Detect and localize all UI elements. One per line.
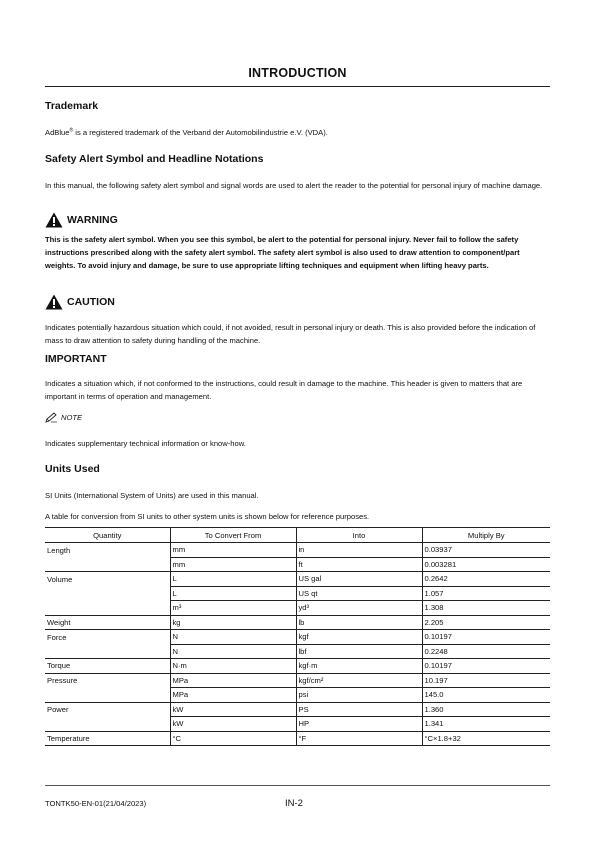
warning-label: WARNING [67, 214, 118, 226]
table-cell-into: lb [296, 615, 422, 630]
units-heading: Units Used [45, 463, 100, 475]
footer-doc-id: TONTK50-EN-01(21/04/2023) [45, 799, 147, 808]
table-cell-from: N [170, 630, 296, 645]
table-cell-quantity: Power [47, 705, 69, 714]
table-cell-from: mm [170, 543, 296, 558]
table-cell-into: kgf [296, 630, 422, 645]
footer-page-number: IN-2 [285, 798, 303, 809]
table-cell-quantity: Force [47, 632, 67, 642]
table-cell-quantity [45, 557, 170, 572]
warning-text: This is the safety alert symbol. When you see this symbol, be alert to the potential for personal injury. Never fail to follow the safety instructions prescribed along with the safety alert symbol. The safety alert symbol is also used to draw attention to component/part weights. To avoid injury and damage, be sure to use appropriate lifting techniques and equipment when lifting heavy parts. [45, 235, 520, 270]
note-label: NOTE [61, 413, 83, 422]
table-row [45, 688, 550, 703]
table-cell-factor: 0.10197 [422, 659, 550, 674]
table-cell-into: psi [296, 688, 422, 703]
table-row [45, 731, 550, 746]
table-cell-quantity [45, 644, 170, 659]
table-cell-factor: 0.2248 [422, 644, 550, 659]
pencil-icon [45, 412, 58, 423]
table-body [45, 543, 550, 746]
table-row [45, 601, 550, 616]
table-cell-factor: 0.003281 [422, 557, 550, 572]
table-cell-factor: 1.341 [422, 717, 550, 732]
table-cell-factor: 1.360 [422, 702, 550, 717]
unit-conversion-table [45, 527, 550, 746]
trademark-heading: Trademark [45, 100, 99, 112]
column-header: To Convert From [170, 528, 296, 543]
alert-triangle-icon [45, 212, 63, 228]
table-cell-from: m³ [170, 601, 296, 616]
table-cell-factor: 2.205 [422, 615, 550, 630]
table-cell-into: PS [296, 702, 422, 717]
caution-signal [45, 294, 115, 310]
table-cell-from: mm [170, 557, 296, 572]
table-cell-quantity: Volume [47, 574, 73, 584]
table-row [45, 659, 550, 674]
table-cell-quantity: Weight [45, 615, 170, 630]
table-cell-into: in [296, 543, 422, 558]
table-row [45, 717, 550, 732]
table-cell-into: US qt [296, 586, 422, 601]
table-row [45, 630, 550, 645]
important-text: Indicates a situation which, if not conformed to the instructions, could result in damage to the machine. This header is given to matters that are important in terms of operation and management. [45, 379, 523, 401]
table-row [45, 615, 550, 630]
table-cell-from: N [170, 644, 296, 659]
table-cell-quantity: Length [47, 545, 71, 555]
table-cell-into: ft [296, 557, 422, 572]
column-header: Multiply By [422, 528, 550, 543]
table-cell-quantity [45, 688, 170, 703]
table-cell-from: L [170, 572, 296, 587]
footer-rule [45, 785, 550, 786]
table-cell-factor: °C×1.8+32 [422, 731, 550, 746]
table-cell-into: lbf [296, 644, 422, 659]
table-cell-from: L [170, 586, 296, 601]
table-cell-quantity [45, 586, 170, 601]
table-cell-factor: 1.057 [422, 586, 550, 601]
table-cell-into: kgf·m [296, 659, 422, 674]
table-cell-quantity [45, 601, 170, 616]
caution-label: CAUTION [67, 296, 115, 308]
table-row [45, 644, 550, 659]
units-text-si: SI Units (International System of Units) are used in this manual. [45, 491, 259, 500]
trademark-rest: is a registered trademark of the Verband der Automobilindustrie e.V. (VDA). [73, 128, 328, 137]
important-heading: IMPORTANT [45, 353, 107, 365]
table-header-row [45, 528, 550, 543]
table-cell-quantity: Pressure [47, 676, 78, 685]
table-cell-quantity: Torque [45, 659, 170, 674]
table-cell-factor: 0.03937 [422, 543, 550, 558]
table-cell-factor: 0.10197 [422, 630, 550, 645]
table-cell-factor: 10.197 [422, 673, 550, 688]
table-cell-factor: 1.308 [422, 601, 550, 616]
caution-text: Indicates potentially hazardous situation which could, if not avoided, result in personal injury or death. This is also provided before the indication of mass to draw attention to safety during handling of the machine. [45, 323, 536, 345]
safety-text: In this manual, the following safety alert symbol and signal words are used to alert the reader to the potential for personal injury of machine damage. [45, 181, 543, 190]
table-cell-into: yd³ [296, 601, 422, 616]
table-row [45, 702, 550, 717]
table-cell-into: °F [296, 731, 422, 746]
table-cell-from: kW [170, 702, 296, 717]
alert-triangle-icon [45, 294, 63, 310]
table-cell-from: MPa [170, 673, 296, 688]
table-row [45, 557, 550, 572]
note-signal [45, 412, 82, 423]
table-cell-from: MPa [170, 688, 296, 703]
page-title: INTRODUCTION [248, 66, 347, 80]
table-row [45, 586, 550, 601]
table-cell-from: °C [170, 731, 296, 746]
warning-signal [45, 212, 118, 228]
table-row [45, 543, 550, 558]
table-cell-quantity [45, 717, 170, 732]
trademark-brand: AdBlue [45, 128, 70, 137]
table-cell-factor: 0.2642 [422, 572, 550, 587]
table-cell-into: kgf/cm² [296, 673, 422, 688]
table-row [45, 673, 550, 688]
note-text: Indicates supplementary technical information or know-how. [45, 439, 246, 448]
column-header: Quantity [45, 528, 170, 543]
table-cell-from: kW [170, 717, 296, 732]
table-cell-factor: 145.0 [422, 688, 550, 703]
table-cell-into: HP [296, 717, 422, 732]
table-cell-into: US gal [296, 572, 422, 587]
title-rule [45, 86, 550, 87]
units-text-table-intro: A table for conversion from SI units to other system units is shown below for reference purposes. [45, 512, 370, 521]
safety-heading: Safety Alert Symbol and Headline Notations [45, 153, 264, 165]
table-cell-from: kg [170, 615, 296, 630]
registered-mark: ® [69, 127, 74, 134]
table-cell-from: N·m [170, 659, 296, 674]
table-row [45, 572, 550, 587]
table-cell-quantity: Temperature [45, 731, 170, 746]
trademark-text [45, 126, 550, 139]
column-header: Into [296, 528, 422, 543]
